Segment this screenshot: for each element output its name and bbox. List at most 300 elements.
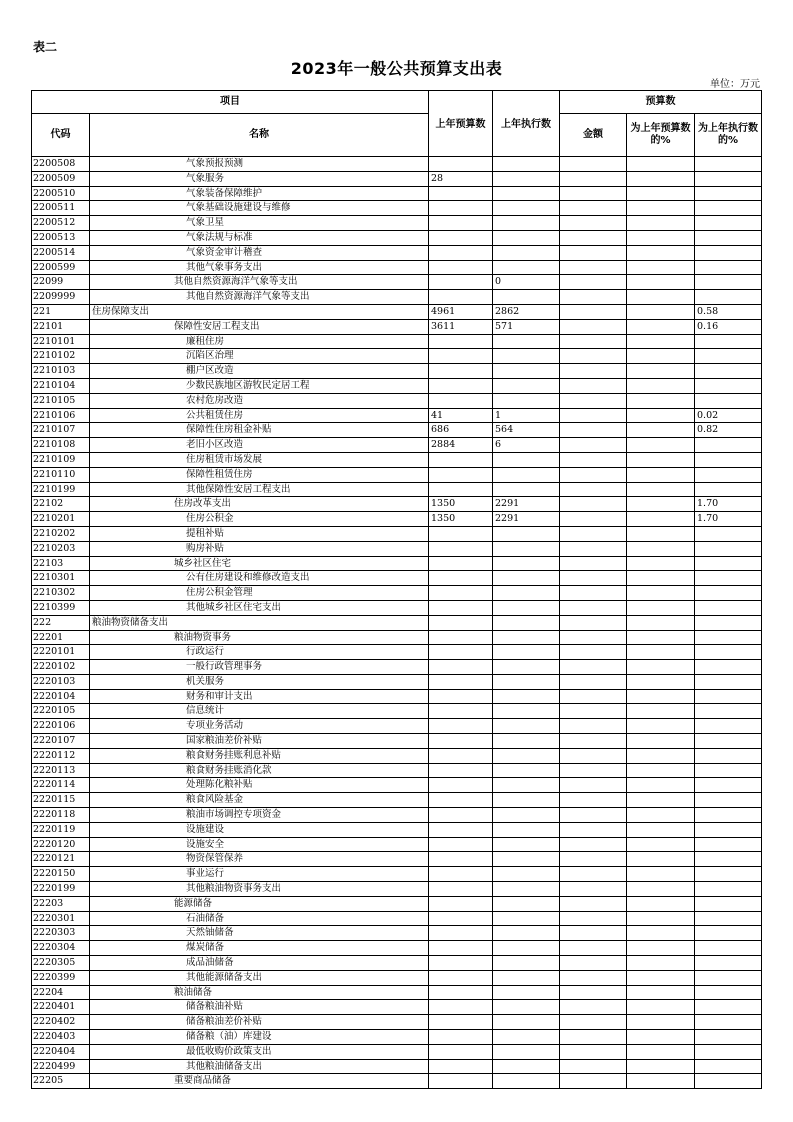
- code-cell: 2220499: [32, 1059, 90, 1074]
- code-cell: 2210203: [32, 541, 90, 556]
- pct-prev-exec-cell: [695, 719, 762, 734]
- pct-prev-budget-cell: [627, 778, 695, 793]
- prev-budget-cell: [429, 586, 493, 601]
- pct-prev-exec-cell: 0.02: [695, 408, 762, 423]
- table-row: [32, 571, 762, 586]
- amount-cell: [560, 734, 627, 749]
- prev-exec-cell: [493, 378, 560, 393]
- table-row: [32, 719, 762, 734]
- pct-prev-budget-cell: [627, 586, 695, 601]
- code-cell: 2220403: [32, 1030, 90, 1045]
- pct-prev-budget-cell: [627, 556, 695, 571]
- amount-cell: [560, 290, 627, 305]
- table-row: [32, 985, 762, 1000]
- code-cell: 2220404: [32, 1044, 90, 1059]
- prev-exec-cell: [493, 186, 560, 201]
- prev-budget-cell: 1350: [429, 497, 493, 512]
- name-cell: 保障性租赁住房: [90, 467, 429, 482]
- pct-prev-budget-cell: [627, 319, 695, 334]
- prev-exec-cell: [493, 956, 560, 971]
- code-cell: 221: [32, 304, 90, 319]
- amount-cell: [560, 600, 627, 615]
- code-cell: 2220120: [32, 837, 90, 852]
- pct-prev-exec-cell: [695, 157, 762, 172]
- prev-exec-cell: [493, 334, 560, 349]
- prev-exec-cell: [493, 349, 560, 364]
- prev-exec-cell: 2291: [493, 497, 560, 512]
- prev-exec-cell: [493, 467, 560, 482]
- table-row: [32, 970, 762, 985]
- amount-cell: [560, 245, 627, 260]
- code-cell: 2210108: [32, 438, 90, 453]
- pct-prev-exec-cell: [695, 482, 762, 497]
- pct-prev-budget-cell: [627, 290, 695, 305]
- prev-budget-cell: [429, 201, 493, 216]
- prev-exec-cell: [493, 734, 560, 749]
- budget-table: [31, 90, 762, 1089]
- name-cell: 重要商品储备: [90, 1074, 429, 1089]
- amount-cell: [560, 438, 627, 453]
- prev-budget-cell: [429, 763, 493, 778]
- prev-exec-cell: [493, 230, 560, 245]
- prev-budget-cell: [429, 1030, 493, 1045]
- table-row: [32, 645, 762, 660]
- prev-budget-cell: [429, 260, 493, 275]
- prev-budget-cell: [429, 364, 493, 379]
- amount-cell: [560, 926, 627, 941]
- code-cell: 2220107: [32, 734, 90, 749]
- prev-exec-cell: [493, 689, 560, 704]
- code-cell: 2210110: [32, 467, 90, 482]
- header-pct-prev-exec-text: 为上年执行数的%: [698, 123, 759, 146]
- name-cell: 粮油市场调控专项资金: [90, 808, 429, 823]
- prev-budget-cell: [429, 467, 493, 482]
- amount-cell: [560, 275, 627, 290]
- table-row: [32, 867, 762, 882]
- pct-prev-exec-cell: 1.70: [695, 512, 762, 527]
- name-cell: 处理陈化粮补贴: [90, 778, 429, 793]
- pct-prev-exec-cell: [695, 438, 762, 453]
- amount-cell: [560, 423, 627, 438]
- prev-exec-cell: [493, 541, 560, 556]
- pct-prev-budget-cell: [627, 482, 695, 497]
- amount-cell: [560, 230, 627, 245]
- prev-exec-cell: [493, 911, 560, 926]
- prev-budget-cell: [429, 334, 493, 349]
- code-cell: 22102: [32, 497, 90, 512]
- amount-cell: [560, 512, 627, 527]
- code-cell: 22101: [32, 319, 90, 334]
- name-cell: 事业运行: [90, 867, 429, 882]
- amount-cell: [560, 467, 627, 482]
- pct-prev-budget-cell: [627, 926, 695, 941]
- prev-exec-cell: 1: [493, 408, 560, 423]
- pct-prev-exec-cell: [695, 334, 762, 349]
- code-cell: 2220106: [32, 719, 90, 734]
- name-cell: 保障性住房租金补贴: [90, 423, 429, 438]
- pct-prev-exec-cell: [695, 822, 762, 837]
- prev-exec-cell: [493, 896, 560, 911]
- code-cell: 2210103: [32, 364, 90, 379]
- name-cell: 石油储备: [90, 911, 429, 926]
- table-row: [32, 334, 762, 349]
- table-row: [32, 630, 762, 645]
- amount-cell: [560, 719, 627, 734]
- name-cell: 提租补贴: [90, 526, 429, 541]
- code-cell: 2210102: [32, 349, 90, 364]
- pct-prev-budget-cell: [627, 452, 695, 467]
- pct-prev-budget-cell: [627, 512, 695, 527]
- amount-cell: [560, 793, 627, 808]
- table-row: [32, 393, 762, 408]
- table-row: [32, 926, 762, 941]
- pct-prev-budget-cell: [627, 956, 695, 971]
- table-row: [32, 438, 762, 453]
- prev-budget-cell: [429, 393, 493, 408]
- prev-budget-cell: [429, 734, 493, 749]
- amount-cell: [560, 482, 627, 497]
- code-cell: 22205: [32, 1074, 90, 1089]
- name-cell: 城乡社区住宅: [90, 556, 429, 571]
- pct-prev-budget-cell: [627, 867, 695, 882]
- amount-cell: [560, 186, 627, 201]
- pct-prev-exec-cell: [695, 911, 762, 926]
- pct-prev-budget-cell: [627, 645, 695, 660]
- pct-prev-exec-cell: [695, 630, 762, 645]
- prev-budget-cell: 3611: [429, 319, 493, 334]
- pct-prev-budget-cell: [627, 245, 695, 260]
- code-cell: 2220102: [32, 660, 90, 675]
- pct-prev-budget-cell: [627, 763, 695, 778]
- table-row: [32, 408, 762, 423]
- name-cell: 信息统计: [90, 704, 429, 719]
- amount-cell: [560, 852, 627, 867]
- prev-exec-cell: [493, 1059, 560, 1074]
- unit-label: 单位：万元: [710, 79, 760, 90]
- prev-budget-cell: 28: [429, 171, 493, 186]
- code-cell: 2200511: [32, 201, 90, 216]
- pct-prev-exec-cell: [695, 674, 762, 689]
- prev-exec-cell: [493, 630, 560, 645]
- table-row: [32, 837, 762, 852]
- pct-prev-exec-cell: [695, 852, 762, 867]
- pct-prev-exec-cell: [695, 171, 762, 186]
- amount-cell: [560, 334, 627, 349]
- code-cell: 22099: [32, 275, 90, 290]
- amount-cell: [560, 201, 627, 216]
- pct-prev-exec-cell: [695, 201, 762, 216]
- table-row: [32, 201, 762, 216]
- name-cell: 物资保管保养: [90, 852, 429, 867]
- header-prev-exec: 上年执行数: [493, 91, 560, 157]
- amount-cell: [560, 571, 627, 586]
- amount-cell: [560, 260, 627, 275]
- prev-budget-cell: [429, 230, 493, 245]
- prev-budget-cell: [429, 837, 493, 852]
- name-cell: 住房公积金管理: [90, 586, 429, 601]
- header-budget: 预算数: [560, 91, 762, 114]
- prev-budget-cell: [429, 882, 493, 897]
- pct-prev-budget-cell: [627, 822, 695, 837]
- table-row: [32, 452, 762, 467]
- pct-prev-exec-cell: 0.82: [695, 423, 762, 438]
- prev-budget-cell: [429, 571, 493, 586]
- pct-prev-exec-cell: [695, 689, 762, 704]
- code-cell: 2220105: [32, 704, 90, 719]
- pct-prev-exec-cell: [695, 1074, 762, 1089]
- prev-budget-cell: [429, 941, 493, 956]
- amount-cell: [560, 1074, 627, 1089]
- prev-budget-cell: [429, 674, 493, 689]
- pct-prev-budget-cell: [627, 497, 695, 512]
- amount-cell: [560, 748, 627, 763]
- prev-budget-cell: 4961: [429, 304, 493, 319]
- name-cell: 储备粮油差价补贴: [90, 1015, 429, 1030]
- pct-prev-budget-cell: [627, 1074, 695, 1089]
- name-cell: 其他自然资源海洋气象等支出: [90, 275, 429, 290]
- prev-budget-cell: 686: [429, 423, 493, 438]
- prev-budget-cell: [429, 275, 493, 290]
- amount-cell: [560, 660, 627, 675]
- prev-exec-cell: 6: [493, 438, 560, 453]
- name-cell: 其他城乡社区住宅支出: [90, 600, 429, 615]
- table-row: [32, 157, 762, 172]
- pct-prev-budget-cell: [627, 600, 695, 615]
- amount-cell: [560, 867, 627, 882]
- prev-budget-cell: [429, 748, 493, 763]
- pct-prev-exec-cell: [695, 290, 762, 305]
- name-cell: 一般行政管理事务: [90, 660, 429, 675]
- amount-cell: [560, 778, 627, 793]
- prev-budget-cell: [429, 245, 493, 260]
- code-cell: 2220199: [32, 882, 90, 897]
- table-row: [32, 1030, 762, 1045]
- code-cell: 2200512: [32, 216, 90, 231]
- name-cell: 保障性安居工程支出: [90, 319, 429, 334]
- prev-budget-cell: 41: [429, 408, 493, 423]
- table-row: [32, 467, 762, 482]
- prev-budget-cell: [429, 1044, 493, 1059]
- amount-cell: [560, 364, 627, 379]
- pct-prev-exec-cell: [695, 260, 762, 275]
- prev-budget-cell: [429, 630, 493, 645]
- amount-cell: [560, 674, 627, 689]
- prev-budget-cell: [429, 186, 493, 201]
- pct-prev-exec-cell: [695, 941, 762, 956]
- pct-prev-exec-cell: [695, 793, 762, 808]
- pct-prev-budget-cell: [627, 423, 695, 438]
- pct-prev-exec-cell: [695, 970, 762, 985]
- prev-exec-cell: [493, 645, 560, 660]
- pct-prev-budget-cell: [627, 526, 695, 541]
- pct-prev-exec-cell: [695, 837, 762, 852]
- pct-prev-budget-cell: [627, 704, 695, 719]
- prev-budget-cell: [429, 985, 493, 1000]
- prev-budget-cell: [429, 956, 493, 971]
- amount-cell: [560, 985, 627, 1000]
- prev-budget-cell: [429, 526, 493, 541]
- code-cell: 2200509: [32, 171, 90, 186]
- table-row: [32, 275, 762, 290]
- amount-cell: [560, 630, 627, 645]
- prev-budget-cell: [429, 867, 493, 882]
- prev-exec-cell: [493, 201, 560, 216]
- pct-prev-exec-cell: [695, 275, 762, 290]
- table-row: [32, 526, 762, 541]
- pct-prev-budget-cell: [627, 230, 695, 245]
- amount-cell: [560, 615, 627, 630]
- prev-exec-cell: [493, 615, 560, 630]
- prev-exec-cell: [493, 216, 560, 231]
- pct-prev-exec-cell: [695, 186, 762, 201]
- pct-prev-exec-cell: [695, 748, 762, 763]
- name-cell: 气象预报预测: [90, 157, 429, 172]
- pct-prev-exec-cell: [695, 926, 762, 941]
- amount-cell: [560, 941, 627, 956]
- pct-prev-exec-cell: [695, 808, 762, 823]
- name-cell: 公有住房建设和维修改造支出: [90, 571, 429, 586]
- pct-prev-budget-cell: [627, 941, 695, 956]
- pct-prev-budget-cell: [627, 364, 695, 379]
- prev-exec-cell: 2291: [493, 512, 560, 527]
- pct-prev-exec-cell: [695, 882, 762, 897]
- prev-budget-cell: [429, 911, 493, 926]
- pct-prev-exec-cell: [695, 364, 762, 379]
- pct-prev-exec-cell: [695, 452, 762, 467]
- code-cell: 2220304: [32, 941, 90, 956]
- table-row: [32, 941, 762, 956]
- table-row: [32, 734, 762, 749]
- amount-cell: [560, 704, 627, 719]
- code-cell: 2220114: [32, 778, 90, 793]
- name-cell: 粮油储备: [90, 985, 429, 1000]
- pct-prev-budget-cell: [627, 689, 695, 704]
- name-cell: 其他粮油储备支出: [90, 1059, 429, 1074]
- prev-exec-cell: [493, 970, 560, 985]
- name-cell: 其他能源储备支出: [90, 970, 429, 985]
- pct-prev-budget-cell: [627, 674, 695, 689]
- table-row: [32, 763, 762, 778]
- name-cell: 老旧小区改造: [90, 438, 429, 453]
- page-title: 2023年一般公共预算支出表: [290, 59, 503, 78]
- amount-cell: [560, 837, 627, 852]
- table-row: [32, 1059, 762, 1074]
- amount-cell: [560, 645, 627, 660]
- prev-exec-cell: [493, 793, 560, 808]
- table-row: [32, 808, 762, 823]
- prev-exec-cell: [493, 157, 560, 172]
- amount-cell: [560, 896, 627, 911]
- prev-exec-cell: [493, 1030, 560, 1045]
- pct-prev-budget-cell: [627, 216, 695, 231]
- amount-cell: [560, 1044, 627, 1059]
- table-row: [32, 349, 762, 364]
- prev-exec-cell: [493, 822, 560, 837]
- pct-prev-budget-cell: [627, 275, 695, 290]
- table-row: [32, 497, 762, 512]
- table-tag: 表二: [33, 40, 58, 54]
- code-cell: 2220399: [32, 970, 90, 985]
- amount-cell: [560, 556, 627, 571]
- pct-prev-exec-cell: [695, 378, 762, 393]
- pct-prev-exec-cell: [695, 956, 762, 971]
- table-row: [32, 600, 762, 615]
- code-cell: 2210199: [32, 482, 90, 497]
- prev-exec-cell: [493, 808, 560, 823]
- name-cell: 煤炭储备: [90, 941, 429, 956]
- name-cell: 机关服务: [90, 674, 429, 689]
- prev-budget-cell: [429, 719, 493, 734]
- header-pct-prev-budget: [627, 114, 695, 157]
- amount-cell: [560, 393, 627, 408]
- prev-budget-cell: [429, 600, 493, 615]
- pct-prev-budget-cell: [627, 1044, 695, 1059]
- amount-cell: [560, 882, 627, 897]
- pct-prev-exec-cell: 0.58: [695, 304, 762, 319]
- pct-prev-exec-cell: [695, 763, 762, 778]
- code-cell: 2220115: [32, 793, 90, 808]
- code-cell: 2220101: [32, 645, 90, 660]
- pct-prev-budget-cell: [627, 793, 695, 808]
- pct-prev-budget-cell: [627, 615, 695, 630]
- prev-budget-cell: [429, 1000, 493, 1015]
- code-cell: 2220118: [32, 808, 90, 823]
- pct-prev-exec-cell: [695, 1044, 762, 1059]
- name-cell: 能源储备: [90, 896, 429, 911]
- table-row: [32, 1015, 762, 1030]
- name-cell: 气象法规与标准: [90, 230, 429, 245]
- prev-exec-cell: [493, 704, 560, 719]
- pct-prev-budget-cell: [627, 837, 695, 852]
- pct-prev-budget-cell: [627, 911, 695, 926]
- amount-cell: [560, 956, 627, 971]
- code-cell: 2210106: [32, 408, 90, 423]
- table-row: [32, 290, 762, 305]
- amount-cell: [560, 689, 627, 704]
- table-row: [32, 304, 762, 319]
- code-cell: 2220121: [32, 852, 90, 867]
- pct-prev-budget-cell: [627, 882, 695, 897]
- prev-exec-cell: [493, 393, 560, 408]
- amount-cell: [560, 497, 627, 512]
- amount-cell: [560, 1030, 627, 1045]
- name-cell: 棚户区改造: [90, 364, 429, 379]
- pct-prev-budget-cell: [627, 349, 695, 364]
- table-row: [32, 793, 762, 808]
- code-cell: 2220119: [32, 822, 90, 837]
- pct-prev-budget-cell: [627, 157, 695, 172]
- code-cell: 2210301: [32, 571, 90, 586]
- table-row: [32, 556, 762, 571]
- pct-prev-exec-cell: [695, 778, 762, 793]
- name-cell: 财务和审计支出: [90, 689, 429, 704]
- name-cell: 粮油物资事务: [90, 630, 429, 645]
- name-cell: 专项业务活动: [90, 719, 429, 734]
- pct-prev-exec-cell: [695, 541, 762, 556]
- prev-exec-cell: [493, 364, 560, 379]
- name-cell: 其他保障性安居工程支出: [90, 482, 429, 497]
- amount-cell: [560, 216, 627, 231]
- prev-exec-cell: [493, 941, 560, 956]
- prev-budget-cell: [429, 896, 493, 911]
- table-row: [32, 1000, 762, 1015]
- name-cell: 储备粮（油）库建设: [90, 1030, 429, 1045]
- name-cell: 少数民族地区游牧民定居工程: [90, 378, 429, 393]
- code-cell: 2220301: [32, 911, 90, 926]
- prev-budget-cell: [429, 452, 493, 467]
- pct-prev-budget-cell: [627, 630, 695, 645]
- code-cell: 2220150: [32, 867, 90, 882]
